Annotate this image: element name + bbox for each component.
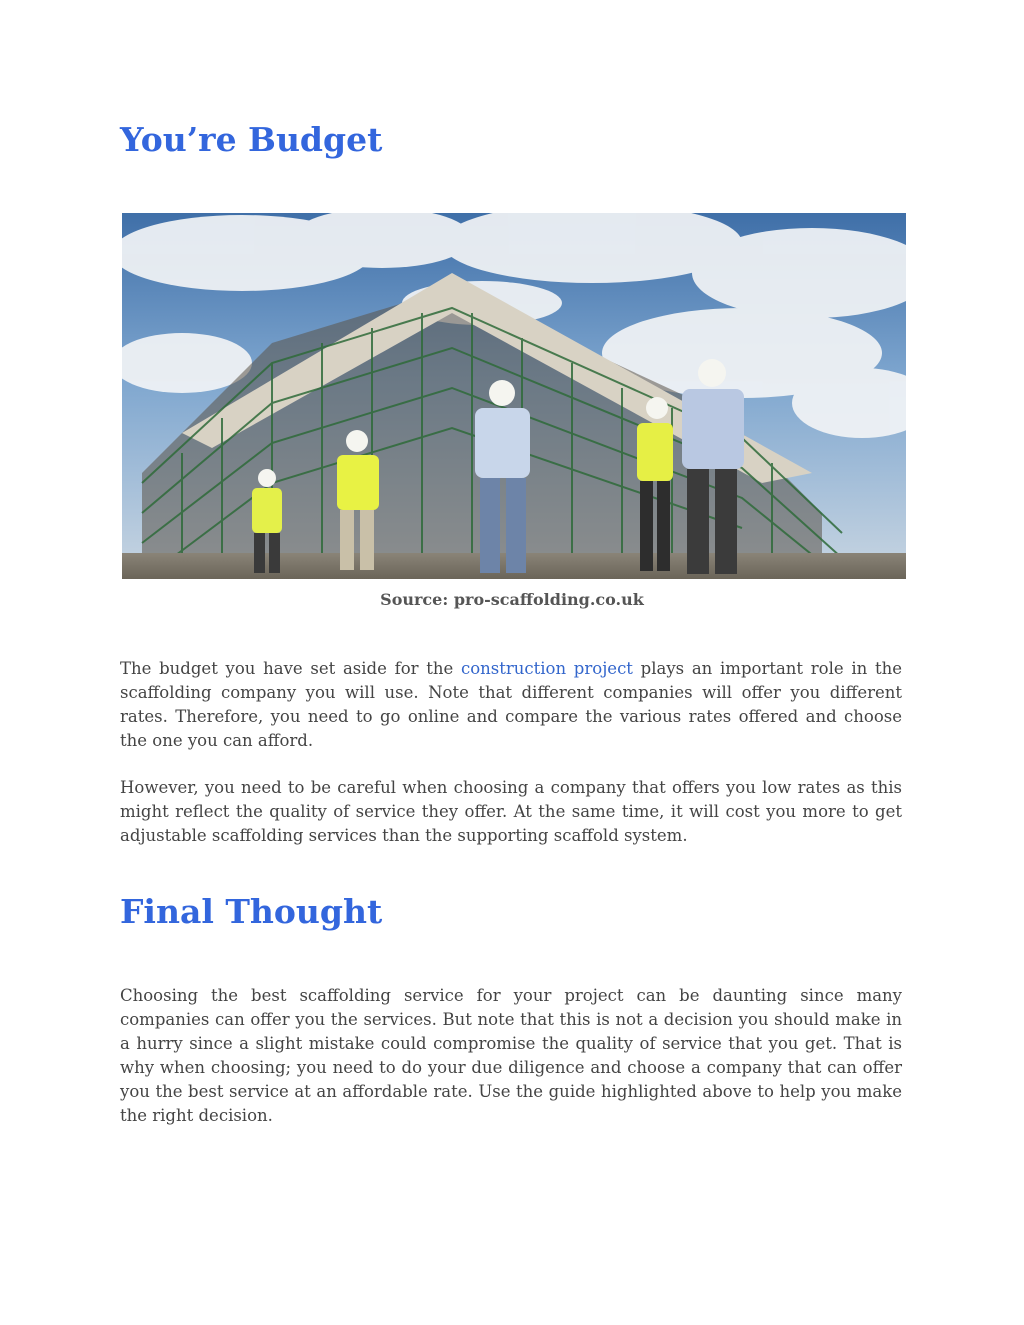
image-caption: Source: pro-scaffolding.co.uk xyxy=(380,590,644,609)
budget-paragraph-2: However, you need to be careful when choosing a company that offers you low rates as this might reflect the quality of service they offer. At the same time, it will cost you more to get adjustable scaffolding services than the supporting scaffold system. xyxy=(120,778,902,845)
construction-project-link[interactable]: construction project xyxy=(460,659,633,678)
scaffolding-photo xyxy=(122,213,906,579)
budget-paragraph-1 xyxy=(120,657,902,753)
section-title-final-thought: Final Thought xyxy=(120,892,383,931)
paragraph-text: plays an important role in the scaffolding company you will use. Note that different companies will offer you different rates. Therefore, you need to go online and compare the various rates offered and choose the one you can afford. xyxy=(120,659,902,750)
section-title-budget: You’re Budget xyxy=(120,120,383,159)
final-thought-paragraph: Choosing the best scaffolding service for your project can be daunting since many companies can offer you the services. But note that this is not a decision you should make in a hurry since a slight mistake could compromise the quality of service that you get. That is why when choosing; you need to do your due diligence and choose a company that can offer you the best service at an affordable rate. Use the guide highlighted above to help you make the right decision. xyxy=(120,986,902,1125)
paragraph-text: The budget you have set aside for the xyxy=(120,659,461,678)
